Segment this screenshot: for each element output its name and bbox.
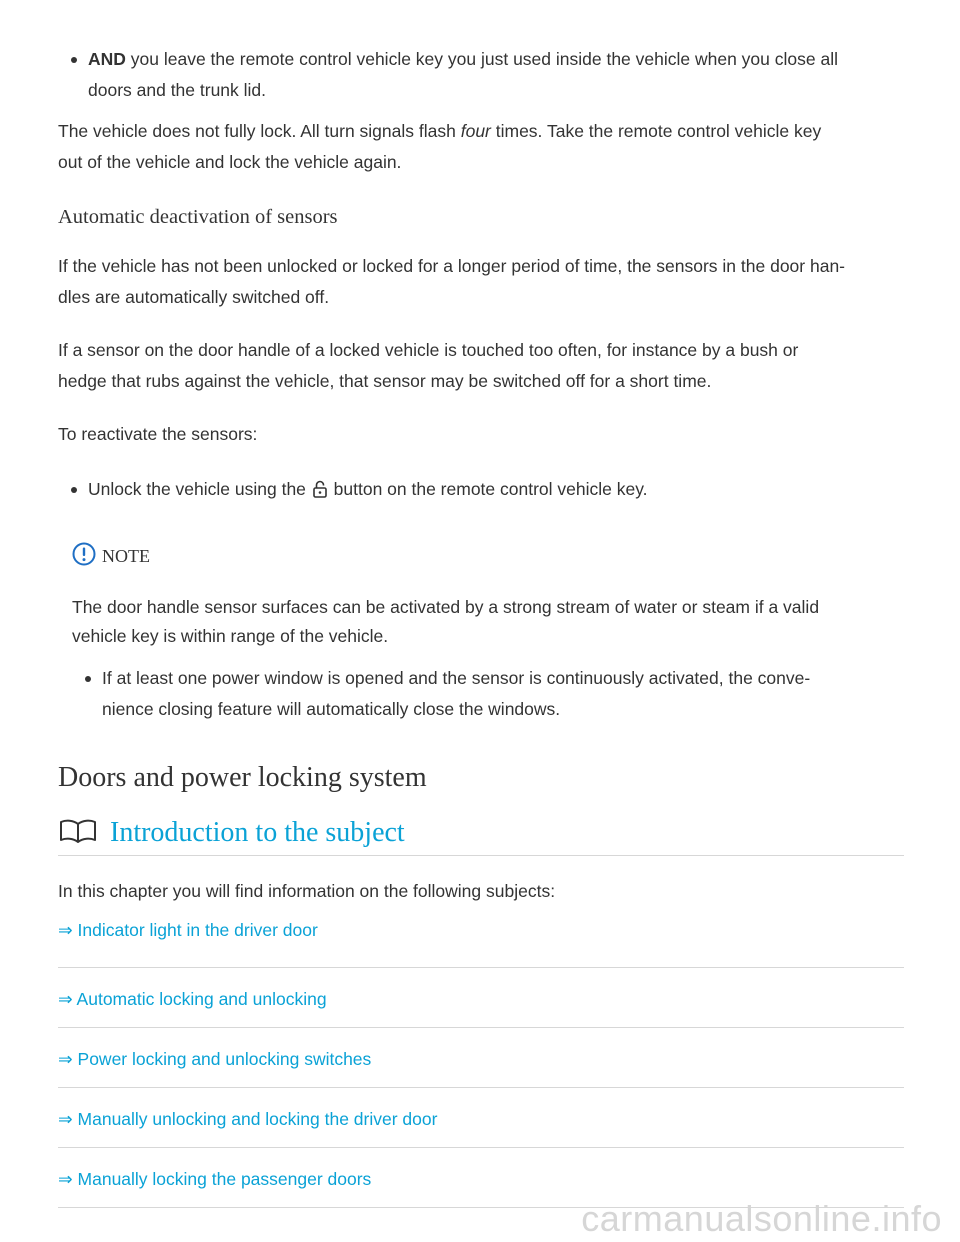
text-line: The door handle sensor surfaces can be activated by a strong stream of water or steam if a valid (72, 597, 820, 617)
note-paragraph (72, 593, 904, 651)
reactivate-text: To reactivate the sensors: (58, 424, 258, 444)
text-run: button on the remote control vehicle key. (328, 479, 648, 499)
emphasis: four (460, 121, 491, 141)
open-book-icon (58, 818, 98, 849)
bold-keyword: AND (88, 49, 126, 69)
sensor-paragraph-2 (58, 335, 904, 397)
text-line: If a sensor on the door handle of a locked vehicle is touched too often, for instance by a bush or (58, 340, 799, 360)
unlock-icon (313, 477, 327, 508)
list-item (58, 474, 904, 508)
text-run: The vehicle does not fully lock. All turn signals flash (58, 121, 461, 141)
note-list (72, 663, 904, 725)
intro-lead: In this chapter you will find information on the following subjects: (58, 881, 556, 901)
intro-heading (58, 815, 904, 856)
exclamation-circle-icon (72, 542, 96, 571)
link-automatic-locking[interactable]: ⇒ Automatic locking and unlocking (58, 989, 327, 1009)
note-header (72, 542, 904, 571)
list-item-text: you leave the remote control vehicle key you just used inside the vehicle when you close all (125, 49, 838, 69)
conditions-list (58, 44, 904, 106)
list-item (58, 44, 904, 106)
list-item-text-cont: nience closing feature will automatically close the windows. (102, 699, 561, 719)
link-manual-passenger-doors[interactable]: ⇒ Manually locking the passenger doors (58, 1169, 372, 1189)
text-line: If the vehicle has not been unlocked or locked for a longer period of time, the sensors in the door han- (58, 256, 846, 276)
list-item (58, 915, 904, 968)
text-line: dles are automatically switched off. (58, 287, 330, 307)
list-item-text-cont: doors and the trunk lid. (88, 80, 267, 100)
list-item (58, 968, 904, 1028)
list-item (72, 663, 904, 725)
text-run: Unlock the vehicle using the (88, 479, 311, 499)
document-page (58, 0, 904, 1208)
link-power-locking-switches[interactable]: ⇒ Power locking and unlocking switches (58, 1049, 372, 1069)
reactivate-steps (58, 474, 904, 508)
watermark: carmanualsonline.info (581, 1198, 942, 1239)
intro-title: Introduction to the subject (110, 817, 405, 848)
lock-paragraph (58, 116, 904, 178)
text-line: vehicle key is within range of the vehicle. (72, 626, 389, 646)
text-run: times. Take the remote control vehicle key (490, 121, 822, 141)
sensor-paragraph-1 (58, 251, 904, 313)
list-item (58, 1088, 904, 1148)
chapter-title: Doors and power locking system (58, 762, 427, 793)
text-line: out of the vehicle and lock the vehicle again. (58, 152, 402, 172)
text-line: hedge that rubs against the vehicle, that sensor may be switched off for a short time. (58, 371, 712, 391)
link-indicator-light[interactable]: ⇒ Indicator light in the driver door (58, 920, 318, 940)
note-label: NOTE (102, 546, 150, 566)
list-item-text: If at least one power window is opened and the sensor is continuously activated, the conve- (102, 668, 811, 688)
link-manual-driver-door[interactable]: ⇒ Manually unlocking and locking the driver door (58, 1109, 438, 1129)
note-block (58, 542, 904, 725)
section-heading: Automatic deactivation of sensors (58, 206, 338, 228)
list-item (58, 1028, 904, 1088)
subject-links (58, 915, 904, 1208)
